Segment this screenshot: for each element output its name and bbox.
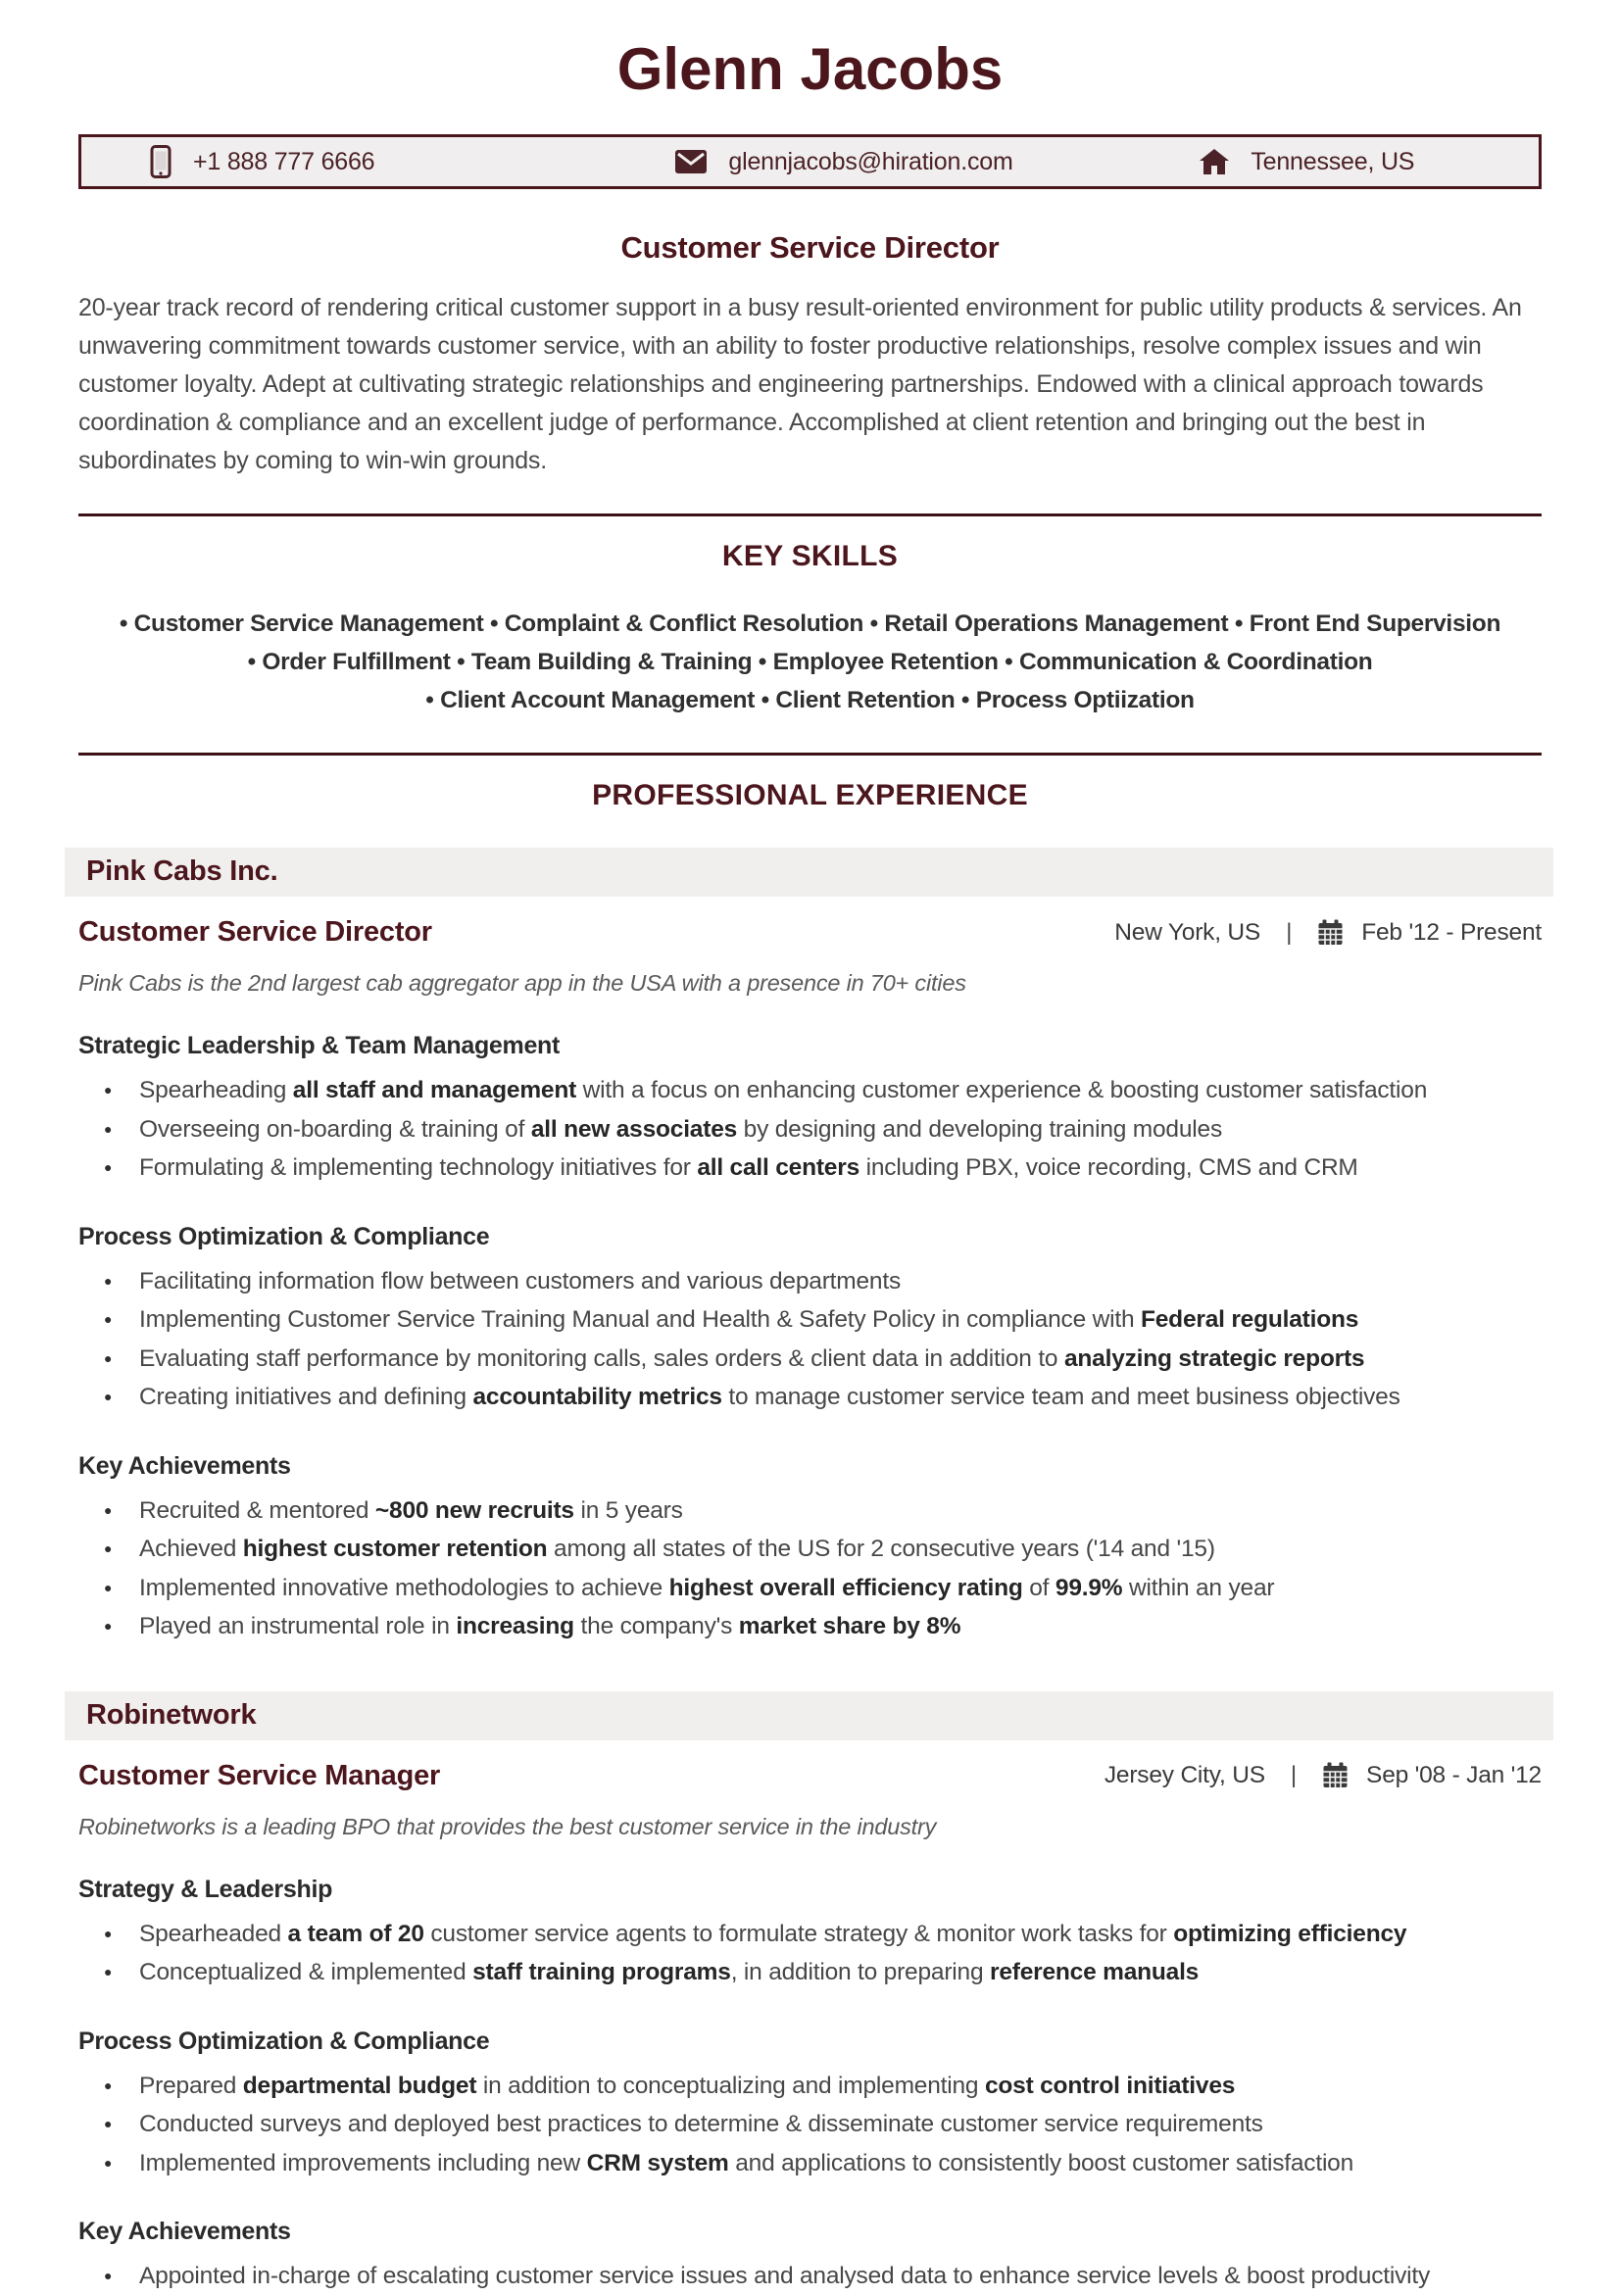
bullet-group <box>78 2027 1542 2183</box>
contact-bar <box>78 134 1542 189</box>
calendar-icon <box>1317 919 1344 947</box>
job-head <box>78 1760 1542 1792</box>
meta-separator: | <box>1290 1762 1298 1788</box>
calendar-icon <box>1322 1762 1349 1789</box>
bullet-list <box>78 1071 1542 1188</box>
bullet-list <box>78 1262 1542 1417</box>
section-divider <box>78 753 1542 756</box>
meta-separator: | <box>1286 918 1293 946</box>
company-name: Robinetwork <box>86 1698 257 1731</box>
job-dates: Feb '12 - Present <box>1361 918 1542 946</box>
job-role: Customer Service Director <box>78 916 432 948</box>
job-dates: Sep '08 - Jan '12 <box>1366 1762 1542 1788</box>
job-location: New York, US <box>1114 918 1261 946</box>
bullet-group <box>78 1452 1542 1646</box>
jobs-list <box>78 848 1542 2296</box>
bullet-item: ● Prepared departmental budget in addition to conceptualizing and implementing cost control initiatives <box>78 2067 1542 2106</box>
bullet-group <box>78 1032 1542 1188</box>
group-heading: Process Optimization & Compliance <box>78 2027 490 2055</box>
job-entry <box>78 848 1542 1646</box>
bullet-item: ● Evaluating staff performance by monitoring calls, sales orders & client data in addition to analyzing strategic reports <box>78 1340 1542 1379</box>
company-name: Pink Cabs Inc. <box>86 855 278 887</box>
home-icon <box>1200 149 1229 175</box>
bullet-group <box>78 1876 1542 1992</box>
bullet-item: ● Creating initiatives and defining accountability metrics to manage customer service team and meet business objectives <box>78 1378 1542 1417</box>
bullet-item: ● Spearheading all staff and management with a focus on enhancing customer experience & boosting customer satisfaction <box>78 1071 1542 1110</box>
headline: Customer Service Director <box>620 230 1000 265</box>
company-banner <box>65 1691 1553 1740</box>
group-heading: Process Optimization & Compliance <box>78 1222 490 1250</box>
bullet-group <box>78 2218 1542 2296</box>
key-skills-list <box>78 605 1542 719</box>
job-groups <box>78 1876 1542 2296</box>
group-heading: Strategy & Leadership <box>78 1875 333 1903</box>
person-name: Glenn Jacobs <box>616 36 1004 102</box>
bullet-item: ● Played an instrumental role in increasing the company's market share by 8% <box>78 1607 1542 1646</box>
smartphone-icon <box>150 145 172 178</box>
bullet-item: ● Spearheaded a team of 20 customer service agents to formulate strategy & monitor work tasks for optimizing efficiency <box>78 1915 1542 1954</box>
bullet-group <box>78 1223 1542 1417</box>
group-heading: Strategic Leadership & Team Management <box>78 1032 561 1059</box>
skills-line: • Customer Service Management • Complaint & Conflict Resolution • Retail Operations Management • Front End Supervision <box>119 611 1501 637</box>
skills-line: • Client Account Management • Client Retention • Process Optiization <box>425 687 1195 713</box>
bullet-item: ● Conceptualized & implemented staff training programs, in addition to preparing reference manuals <box>78 1953 1542 1992</box>
mail-icon <box>675 150 707 173</box>
job-entry <box>78 1691 1542 2296</box>
company-blurb: Pink Cabs is the 2nd largest cab aggregator app in the USA with a presence in 70+ cities <box>78 970 966 996</box>
job-location: Jersey City, US <box>1104 1762 1265 1788</box>
bullet-item: ● Formulating & implementing technology initiatives for all call centers including PBX, voice recording, CMS and CRM <box>78 1148 1542 1188</box>
job-head <box>78 916 1542 949</box>
bullet-item: ● Implementing Customer Service Training Manual and Health & Safety Policy in compliance with Federal regulations <box>78 1300 1542 1340</box>
key-skills-title: KEY SKILLS <box>721 540 899 572</box>
bullet-item: ● Recruited & mentored ~800 new recruits in 5 years <box>78 1491 1542 1531</box>
company-blurb: Robinetworks is a leading BPO that provides the best customer service in the industry <box>78 1813 937 1839</box>
contact-location-value: Tennessee, US <box>1251 147 1415 175</box>
contact-email <box>613 148 1075 176</box>
bullet-item: ● Implemented improvements including new CRM system and applications to consistently boost customer satisfaction <box>78 2144 1542 2183</box>
bullet-item: ● Implemented innovative methodologies to achieve highest overall efficiency rating of 99.9% within an year <box>78 1569 1542 1608</box>
bullet-item: ● Overseeing on-boarding & training of all new associates by designing and developing training modules <box>78 1110 1542 1149</box>
bullet-list <box>78 2067 1542 2183</box>
contact-phone <box>81 145 613 178</box>
contact-location <box>1076 148 1539 176</box>
job-meta <box>1105 1762 1542 1789</box>
company-banner <box>65 848 1553 897</box>
section-divider <box>78 513 1542 516</box>
skills-line: • Order Fulfillment • Team Building & Training • Employee Retention • Communication & Coordination <box>247 649 1373 675</box>
group-heading: Key Achievements <box>78 2218 291 2245</box>
summary: 20-year track record of rendering critical customer support in a busy result-oriented environment for public utility products & services. An unwavering commitment towards customer service, with an ability to foster productive relationships, resolve complex issues and win customer loyalty. Adept at cultivating strategic relationships and engineering partnerships. Endowed with a clinical approach towards coordination & compliance and an excellent judge of performance. Accomplished at client retention and bringing out the best in subordinates by coming to win-win grounds. <box>78 294 1522 474</box>
bullet-list <box>78 1915 1542 1992</box>
job-role: Customer Service Manager <box>78 1759 441 1791</box>
job-groups <box>78 1032 1542 1646</box>
job-meta <box>1114 919 1542 947</box>
bullet-item: ● Facilitating information flow between customers and various departments <box>78 1262 1542 1301</box>
bullet-item: ● Conducted surveys and deployed best practices to determine & disseminate customer service requirements <box>78 2105 1542 2144</box>
bullet-item: ● Appointed in-charge of escalating customer service issues and analysed data to enhance service levels & boost productivity <box>78 2257 1542 2296</box>
experience-title: PROFESSIONAL EXPERIENCE <box>592 779 1028 811</box>
bullet-list <box>78 1491 1542 1646</box>
contact-email-value: glennjacobs@hiration.com <box>728 147 1013 175</box>
contact-phone-value: +1 888 777 6666 <box>193 147 375 175</box>
group-heading: Key Achievements <box>78 1451 291 1480</box>
bullet-item: ● Achieved highest customer retention among all states of the US for 2 consecutive years ('14 and '15) <box>78 1530 1542 1569</box>
bullet-list <box>78 2257 1542 2296</box>
